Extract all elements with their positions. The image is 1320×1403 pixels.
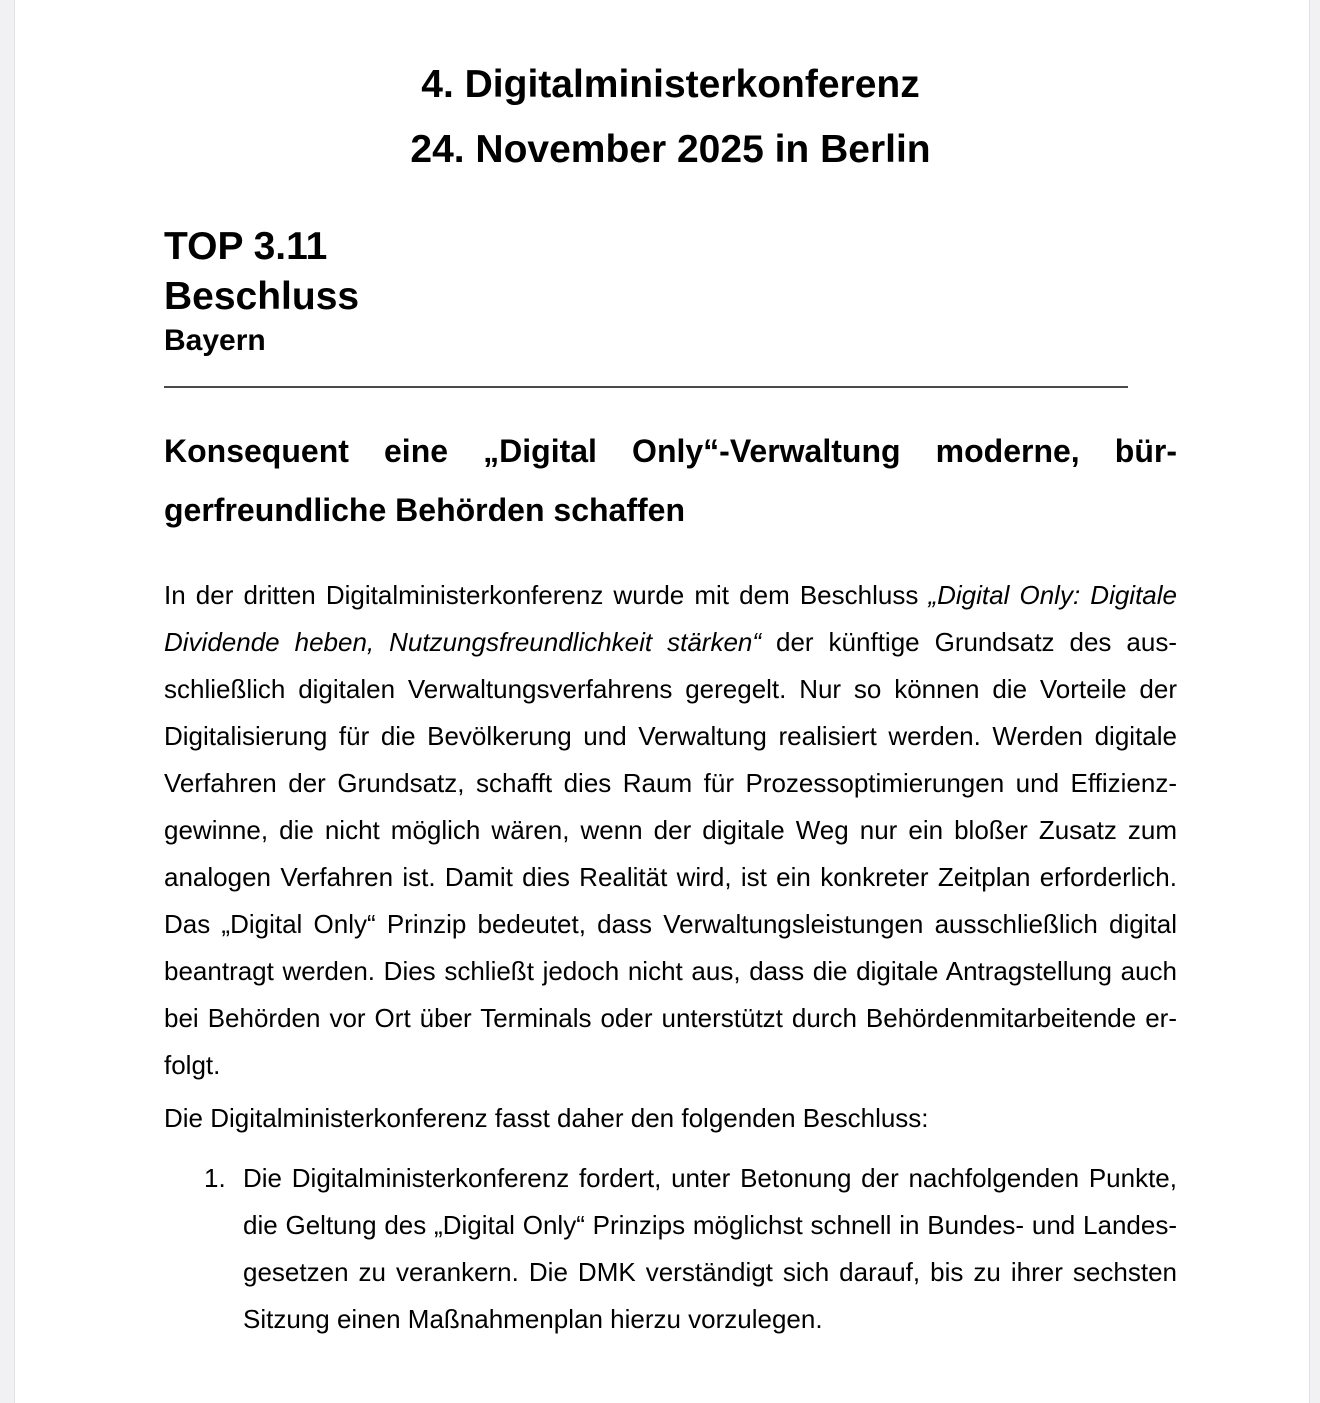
document-type: Beschluss xyxy=(164,275,360,318)
document-page xyxy=(14,0,1310,1403)
resolution-intro-line: Die Digitalministerkonferenz fasst daher den folgenden Beschluss: xyxy=(164,1103,929,1133)
agenda-item-number: TOP 3.11 xyxy=(164,225,328,268)
conference-date-location: 24. November 2025 in Berlin xyxy=(410,128,931,171)
intro-paragraph-lead: In der dritten Digitalministerkonferenz wurde mit dem Beschluss xyxy=(164,580,929,610)
intro-paragraph-rest: der künftige Grundsatz des ausschließlich digitalen Verwaltungsverfahrens geregelt. Nur so können die Vorteile der Digitalisierung für die Bevölkerung und Verwaltung realisiert werden. Werden digitale Verfahren der Grundsatz, schafft dies Raum für Prozessoptimierungen und Effizienzgewinne, die nicht möglich wären, wenn der digitale Weg nur ein bloßer Zusatz zum analogen Verfahren ist. Damit dies Realität wird, ist ein konkreter Zeitplan erforderlich. Das „Digital Only“ Prinzip bedeutet, dass Verwaltungsleistungen ausschließlich digital beantragt werden. Dies schließt jedoch nicht aus, dass die digitale Antragstellung auch bei Behörden vor Ort über Terminals oder unterstützt durch Behördenmitarbeitende erfolgt. xyxy=(164,627,1177,1080)
conference-title: 4. Digitalministerkonferenz xyxy=(421,63,920,106)
submitting-state: Bayern xyxy=(164,324,266,357)
document-meta xyxy=(164,222,1177,360)
resolution-list-item xyxy=(164,1155,1177,1343)
intro-paragraph xyxy=(164,572,1177,1089)
cited-resolution-title: „Digital Only: Digitale Dividende heben, Nutzungsfreundlichkeit stärken“ xyxy=(164,580,1178,657)
separator-line xyxy=(164,386,1128,388)
document-header xyxy=(164,52,1177,182)
list-item-text: Die Digitalministerkonferenz fordert, unter Betonung der nachfolgenden Punkte, die Geltung des „Digital Only“ Prinzips möglichst schnell in Bundes- und Landesgesetzen zu verankern. Die DMK verständigt sich darauf, bis zu ihrer sechsten Sitzung einen Maßnahmenplan hierzu vorzulegen. xyxy=(243,1163,1177,1334)
resolution-heading: Konsequent eine „Digital Only“-Verwaltung moderne, bürgerfreundliche Behörden schaffen xyxy=(164,433,1177,528)
list-item-number: 1. xyxy=(204,1163,226,1193)
